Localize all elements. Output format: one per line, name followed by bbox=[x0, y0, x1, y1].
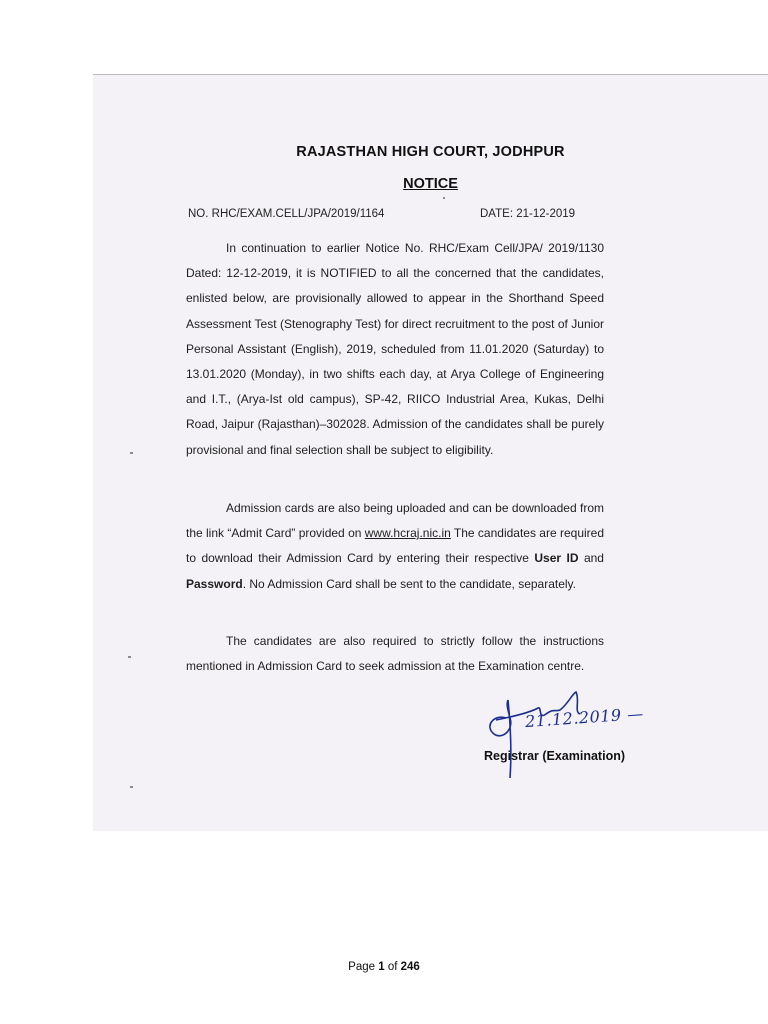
notice-date: DATE: 21-12-2019 bbox=[480, 208, 576, 220]
paragraph-instructions bbox=[186, 629, 604, 679]
notice-heading: NOTICE bbox=[403, 176, 458, 192]
website-link[interactable]: www.hcraj.nic.in bbox=[364, 526, 451, 541]
scan-speck bbox=[443, 197, 445, 199]
page-of: of bbox=[387, 961, 398, 973]
registrar-designation: Registrar (Examination) bbox=[484, 749, 626, 763]
court-title: RAJASTHAN HIGH COURT, JODHPUR bbox=[296, 144, 565, 160]
user-id-term: User ID bbox=[534, 551, 579, 566]
admission-text-b: The candidates are required to download their Admission Card by entering their respective bbox=[186, 526, 605, 566]
page-current: 1 bbox=[378, 961, 385, 973]
scan-speck bbox=[130, 452, 133, 454]
paragraph-continuation bbox=[186, 236, 604, 463]
password-term: Password bbox=[186, 576, 243, 591]
page-footer bbox=[0, 961, 768, 973]
admission-text-c: . No Admission Card shall be sent to the candidate, separately. bbox=[242, 576, 577, 591]
paragraph-admission-cards bbox=[186, 496, 604, 597]
paragraph-continuation-text: In continuation to earlier Notice No. RHC/Exam Cell/JPA/ 2019/1130 Dated: 12-12-2019, it is NOTIFIED to all the concerned that the candidates, enlisted below, are provisionally allowed to appear in the Shorthand Speed Assessment Test (Stenography Test) for direct recruitment to the post of Junior Personal Assistant (English), 2019, scheduled from 11.01.2020 (Saturday) to 13.01.2020 (Monday), in two shifts each day, at Arya College of Engineering and I.T., (Arya-Ist old campus), SP-42, RIICO Industrial Area, Kukas, Delhi Road, Jaipur (Rajasthan)–302028. Admission of the candidates shall be purely provisional and final selection shall be subject to eligibility. bbox=[186, 241, 604, 457]
reference-number: NO. RHC/EXAM.CELL/JPA/2019/1164 bbox=[188, 208, 385, 220]
signature-icon bbox=[476, 690, 646, 780]
handwritten-date: 21.12.2019 — bbox=[524, 703, 645, 732]
and-word: and bbox=[583, 551, 604, 566]
scan-speck bbox=[130, 786, 133, 788]
admission-text-a: Admission cards are also being uploaded and can be downloaded from the link “Admit Card” provided on bbox=[186, 501, 604, 541]
paragraph-instructions-text: The candidates are also required to strictly follow the instructions mentioned in Admission Card to seek admission at the Examination centre. bbox=[186, 634, 604, 674]
scan-speck bbox=[128, 656, 131, 658]
page-total: 246 bbox=[400, 961, 420, 973]
page-label: Page bbox=[348, 961, 376, 973]
